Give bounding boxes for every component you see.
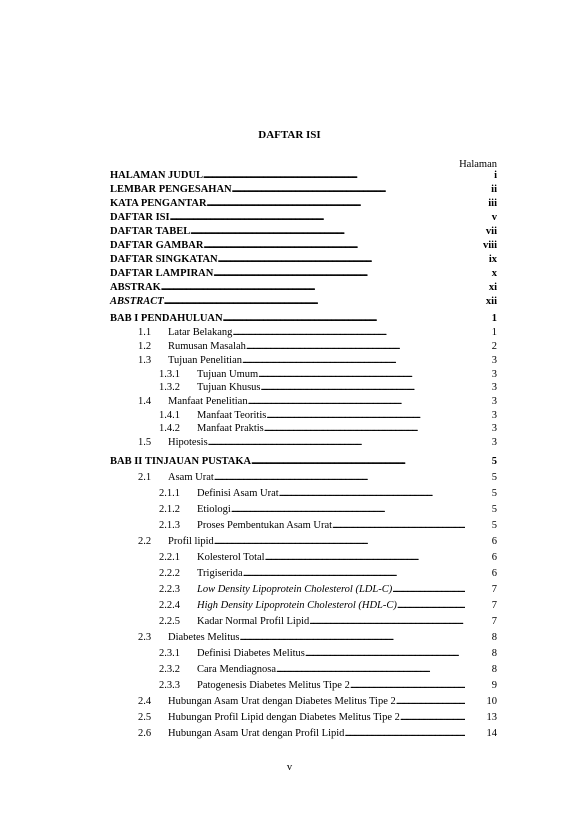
page-title: DAFTAR ISI xyxy=(258,129,321,141)
toc-page: xii xyxy=(485,296,497,307)
toc-number: 2.2 xyxy=(138,536,152,547)
dot-leader xyxy=(305,647,465,660)
dot-leader xyxy=(350,679,465,692)
toc-page: ii xyxy=(491,184,497,195)
toc-entry[interactable] xyxy=(138,395,497,408)
dot-leader xyxy=(397,599,465,612)
toc-label: Trigiserida xyxy=(197,568,243,579)
toc-entry[interactable] xyxy=(159,381,497,394)
dot-leader xyxy=(261,381,465,394)
toc-page: iii xyxy=(488,198,497,209)
toc-entry-halaman-judul[interactable] xyxy=(110,169,497,182)
toc-label: DAFTAR ISI xyxy=(110,212,170,223)
dot-leader xyxy=(265,551,465,564)
toc-page: 9 xyxy=(491,680,497,691)
dot-leader xyxy=(214,471,465,484)
toc-label: Profil lipid xyxy=(168,536,214,547)
toc-entry[interactable] xyxy=(159,647,497,660)
toc-label: Patogenesis Diabetes Melitus Tipe 2 xyxy=(197,680,350,691)
dot-leader xyxy=(164,295,465,308)
toc-entry[interactable] xyxy=(138,354,497,367)
toc-page: v xyxy=(491,212,497,223)
dot-leader xyxy=(214,535,465,548)
toc-label: Definisi Diabetes Melitus xyxy=(197,648,305,659)
dot-leader xyxy=(248,395,465,408)
toc-label: ABSTRACT xyxy=(110,296,164,307)
dot-leader xyxy=(161,281,465,294)
toc-label: BAB I PENDAHULUAN xyxy=(110,313,223,324)
toc-label: Cara Mendiagnosa xyxy=(197,664,277,675)
toc-page: 5 xyxy=(491,488,497,499)
dot-leader xyxy=(258,368,465,381)
toc-label: Hubungan Asam Urat dengan Profil Lipid xyxy=(168,728,345,739)
toc-page: 5 xyxy=(491,520,497,531)
toc-entry[interactable] xyxy=(159,409,497,422)
toc-label: ABSTRAK xyxy=(110,282,161,293)
toc-entry[interactable] xyxy=(159,503,497,516)
toc-number: 1.4.1 xyxy=(159,410,180,421)
dot-leader xyxy=(208,436,465,449)
toc-number: 2.2.4 xyxy=(159,600,180,611)
toc-number: 2.4 xyxy=(138,696,152,707)
toc-label: Hubungan Asam Urat dengan Diabetes Melitus Tipe 2 xyxy=(168,696,396,707)
toc-entry[interactable] xyxy=(138,340,497,353)
toc-page: 1 xyxy=(491,327,497,338)
toc-entry-daftar-isi[interactable] xyxy=(110,211,497,224)
toc-page: 7 xyxy=(491,584,497,595)
dot-leader xyxy=(232,183,465,196)
dot-leader xyxy=(170,211,465,224)
toc-page: x xyxy=(491,268,497,279)
toc-number: 2.1 xyxy=(138,472,152,483)
toc-label: Manfaat Praktis xyxy=(197,423,264,434)
page-number-footer: v xyxy=(286,762,293,773)
toc-entry[interactable] xyxy=(159,487,497,500)
toc-page: 3 xyxy=(491,396,497,407)
toc-label: Tujuan Umum xyxy=(197,369,259,380)
toc-label: Manfaat Teoritis xyxy=(197,410,267,421)
toc-entry[interactable] xyxy=(138,326,497,339)
toc-label: Kolesterol Total xyxy=(197,552,265,563)
halaman-header: Halaman xyxy=(459,159,497,170)
toc-page: 8 xyxy=(491,664,497,675)
toc-page: 3 xyxy=(491,369,497,380)
dot-leader xyxy=(203,169,465,182)
toc-entry-lembar-pengesahan[interactable] xyxy=(110,183,497,196)
toc-number: 1.4 xyxy=(138,396,152,407)
toc-label: Tujuan Penelitian xyxy=(168,355,242,366)
toc-number: 2.3 xyxy=(138,632,152,643)
dot-leader xyxy=(392,583,465,596)
toc-number: 1.5 xyxy=(138,437,152,448)
toc-page: 14 xyxy=(486,728,497,739)
dot-leader xyxy=(203,239,465,252)
dot-leader xyxy=(232,326,465,339)
toc-entry[interactable] xyxy=(159,567,497,580)
toc-label: Manfaat Penelitian xyxy=(168,396,248,407)
toc-page: 3 xyxy=(491,382,497,393)
toc-label: High Density Lipoprotein Cholesterol (HDL-C) xyxy=(197,600,397,611)
toc-label: Hipotesis xyxy=(168,437,208,448)
dot-leader xyxy=(190,225,465,238)
toc-label: LEMBAR PENGESAHAN xyxy=(110,184,232,195)
toc-entry-daftar-gambar[interactable] xyxy=(110,239,497,252)
toc-entry-abstract[interactable] xyxy=(110,295,497,308)
toc-page: 7 xyxy=(491,616,497,627)
toc-page: 8 xyxy=(491,632,497,643)
dot-leader xyxy=(251,455,465,468)
toc-page: xi xyxy=(488,282,497,293)
dot-leader xyxy=(344,727,465,740)
toc-number: 2.2.5 xyxy=(159,616,180,627)
toc-label: Latar Belakang xyxy=(168,327,233,338)
toc-entry[interactable] xyxy=(138,535,497,548)
toc-label: DAFTAR TABEL xyxy=(110,226,191,237)
toc-number: 1.4.2 xyxy=(159,423,180,434)
toc-label: Asam Urat xyxy=(168,472,214,483)
toc-entry[interactable] xyxy=(159,615,497,628)
dot-leader xyxy=(242,354,465,367)
toc-number: 2.2.3 xyxy=(159,584,180,595)
toc-entry[interactable] xyxy=(138,471,497,484)
toc-number: 2.1.1 xyxy=(159,488,180,499)
dot-leader xyxy=(243,567,465,580)
toc-entry[interactable] xyxy=(159,679,497,692)
toc-entry-bab-2[interactable] xyxy=(110,455,497,468)
dot-leader xyxy=(279,487,465,500)
toc-label: DAFTAR LAMPIRAN xyxy=(110,268,214,279)
toc-page: 1 xyxy=(491,313,497,324)
toc-label: DAFTAR GAMBAR xyxy=(110,240,204,251)
dot-leader xyxy=(264,422,465,435)
toc-page: vii xyxy=(485,226,497,237)
dot-leader xyxy=(396,695,465,708)
toc-page: 3 xyxy=(491,423,497,434)
toc-page: 5 xyxy=(491,472,497,483)
dot-leader xyxy=(207,197,465,210)
toc-page: i xyxy=(494,170,497,181)
toc-entry[interactable] xyxy=(138,631,497,644)
dot-leader xyxy=(400,711,465,724)
toc-page: viii xyxy=(482,240,497,251)
toc-page: 7 xyxy=(491,600,497,611)
toc-number: 1.3.1 xyxy=(159,369,180,380)
toc-number: 1.3.2 xyxy=(159,382,180,393)
toc-entry-bab-1[interactable] xyxy=(110,312,497,325)
toc-label: KATA PENGANTAR xyxy=(110,198,207,209)
dot-leader xyxy=(309,615,465,628)
toc-entry[interactable] xyxy=(138,727,497,740)
toc-entry[interactable] xyxy=(159,551,497,564)
toc-entry-kata-pengantar[interactable] xyxy=(110,197,497,210)
toc-number: 2.2.1 xyxy=(159,552,180,563)
toc-number: 1.1 xyxy=(138,327,152,338)
toc-number: 1.2 xyxy=(138,341,152,352)
toc-entry[interactable] xyxy=(159,583,497,596)
dot-leader xyxy=(266,409,465,422)
toc-label: Tujuan Khusus xyxy=(197,382,261,393)
toc-label: DAFTAR SINGKATAN xyxy=(110,254,218,265)
toc-page: ix xyxy=(488,254,497,265)
toc-label: Definisi Asam Urat xyxy=(197,488,279,499)
toc-number: 2.1.2 xyxy=(159,504,180,515)
toc-page: 5 xyxy=(491,456,497,467)
toc-entry[interactable] xyxy=(159,663,497,676)
toc-entry[interactable] xyxy=(138,436,497,449)
dot-leader xyxy=(223,312,465,325)
dot-leader xyxy=(213,267,465,280)
dot-leader xyxy=(231,503,465,516)
toc-entry-daftar-singkatan[interactable] xyxy=(110,253,497,266)
toc-entry[interactable] xyxy=(138,711,497,724)
toc-page: 3 xyxy=(491,437,497,448)
toc-page: 13 xyxy=(486,712,497,723)
toc-number: 1.3 xyxy=(138,355,152,366)
toc-entry-daftar-lampiran[interactable] xyxy=(110,267,497,280)
toc-entry[interactable] xyxy=(159,599,497,612)
toc-entry[interactable] xyxy=(159,368,497,381)
toc-number: 2.3.2 xyxy=(159,664,180,675)
toc-label: HALAMAN JUDUL xyxy=(110,170,204,181)
toc-label: BAB II TINJAUAN PUSTAKA xyxy=(110,456,252,467)
toc-page: 6 xyxy=(491,536,497,547)
dot-leader xyxy=(218,253,465,266)
toc-label: Diabetes Melitus xyxy=(168,632,240,643)
dot-leader xyxy=(332,519,465,532)
toc-page: 6 xyxy=(491,552,497,563)
toc-page: 5 xyxy=(491,504,497,515)
dot-leader xyxy=(246,340,465,353)
toc-number: 2.5 xyxy=(138,712,152,723)
toc-label: Rumusan Masalah xyxy=(168,341,246,352)
toc-number: 2.2.2 xyxy=(159,568,180,579)
toc-label: Hubungan Profil Lipid dengan Diabetes Melitus Tipe 2 xyxy=(168,712,400,723)
toc-number: 2.1.3 xyxy=(159,520,180,531)
toc-entry[interactable] xyxy=(159,422,497,435)
toc-label: Proses Pembentukan Asam Urat xyxy=(197,520,333,531)
toc-page: 8 xyxy=(491,648,497,659)
toc-page: 2 xyxy=(491,341,497,352)
toc-label: Etiologi xyxy=(197,504,231,515)
toc-page: 3 xyxy=(491,410,497,421)
toc-number: 2.3.3 xyxy=(159,680,180,691)
toc-entry-daftar-tabel[interactable] xyxy=(110,225,497,238)
toc-entry[interactable] xyxy=(159,519,497,532)
toc-entry[interactable] xyxy=(138,695,497,708)
dot-leader xyxy=(239,631,465,644)
toc-number: 2.3.1 xyxy=(159,648,180,659)
toc-number: 2.6 xyxy=(138,728,152,739)
toc-page: 6 xyxy=(491,568,497,579)
toc-page: 10 xyxy=(486,696,497,707)
toc-page: 3 xyxy=(491,355,497,366)
toc-label: Kadar Normal Profil Lipid xyxy=(197,616,310,627)
dot-leader xyxy=(276,663,465,676)
toc-label: Low Density Lipoprotein Cholesterol (LDL-C) xyxy=(197,584,393,595)
toc-entry-abstrak[interactable] xyxy=(110,281,497,294)
